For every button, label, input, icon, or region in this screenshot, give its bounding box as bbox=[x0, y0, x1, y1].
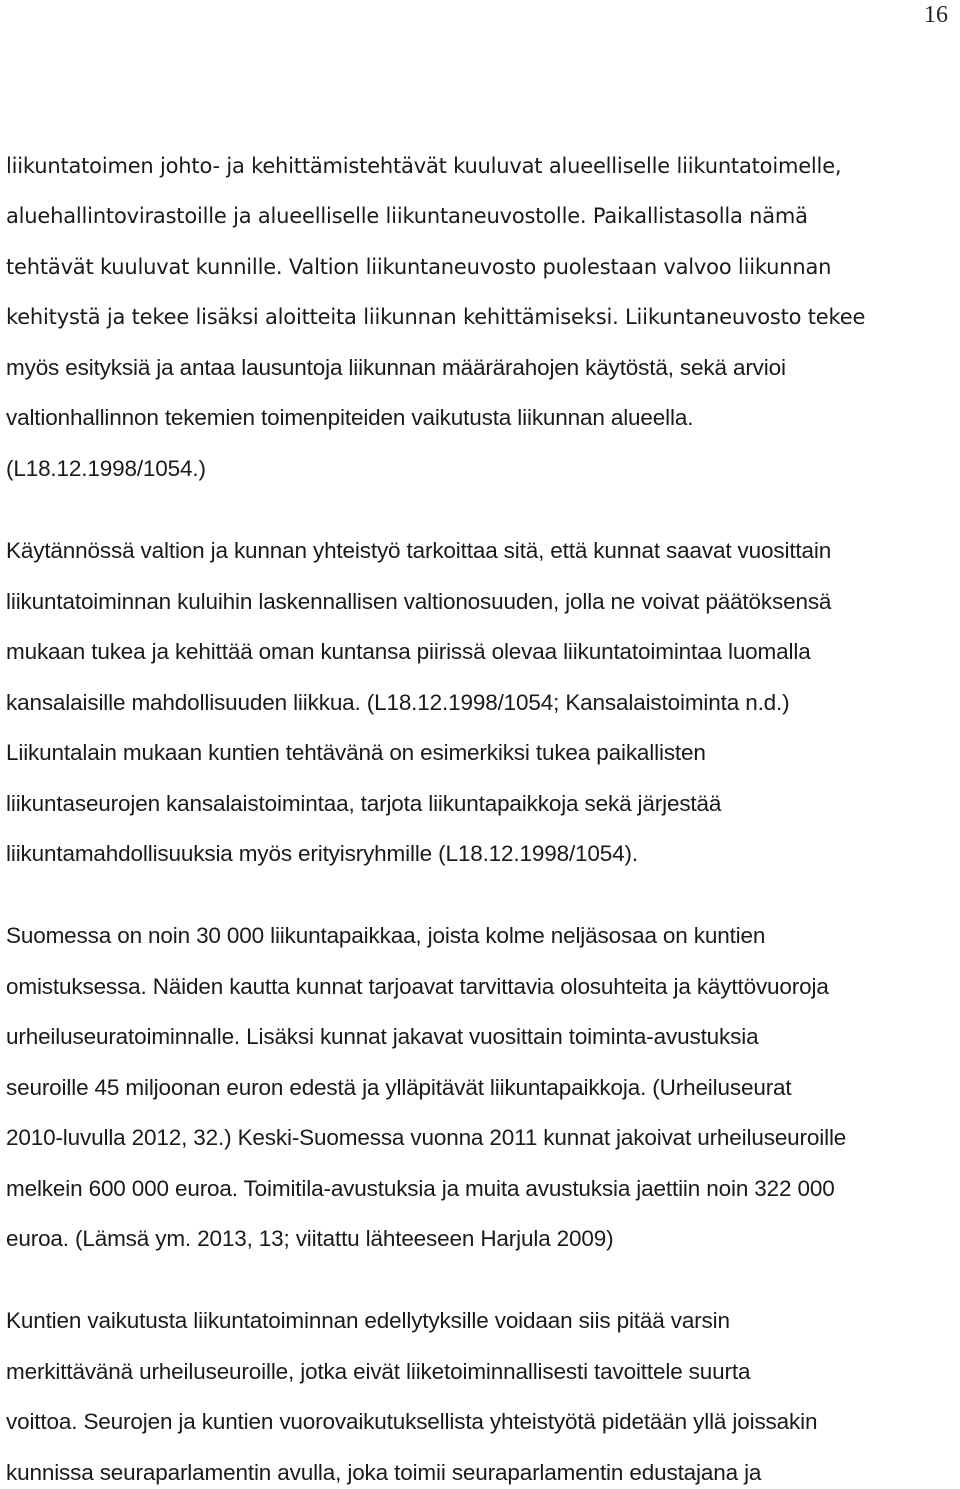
text-line: myös esityksiä ja antaa lausuntoja liikunnan määrärahojen käytöstä, sekä arvioi bbox=[6, 355, 786, 380]
text-line: seuroille 45 miljoonan euron edestä ja ylläpitävät liikuntapaikkoja. (Urheiluseurat bbox=[6, 1075, 792, 1100]
text-line: kehitystä ja tekee lisäksi aloitteita liikunnan kehittämiseksi. Liikuntaneuvosto tekee bbox=[6, 305, 866, 329]
text-line: (L18.12.1998/1054.) bbox=[6, 456, 206, 481]
text-line: aluehallintovirastoille ja alueelliselle liikuntaneuvostolle. Paikallistasolla nämä bbox=[6, 204, 808, 228]
text-line: kunnissa seuraparlamentin avulla, joka toimii seuraparlamentin edustajana ja bbox=[6, 1460, 762, 1485]
text-line: valtionhallinnon tekemien toimenpiteiden vaikutusta liikunnan alueella. bbox=[6, 405, 694, 430]
text-line: Käytännössä valtion ja kunnan yhteistyö tarkoittaa sitä, että kunnat saavat vuosittain bbox=[6, 538, 832, 563]
text-line: kansalaisille mahdollisuuden liikkua. (L18.12.1998/1054; Kansalaistoiminta n.d.) bbox=[6, 690, 790, 715]
text-line: euroa. (Lämsä ym. 2013, 13; viitattu lähteeseen Harjula 2009) bbox=[6, 1226, 614, 1251]
text-line: Liikuntalain mukaan kuntien tehtävänä on esimerkiksi tukea paikallisten bbox=[6, 740, 706, 765]
text-line: liikuntaseurojen kansalaistoimintaa, tarjota liikuntapaikkoja sekä järjestää bbox=[6, 791, 722, 816]
text-line: Suomessa on noin 30 000 liikuntapaikkaa, joista kolme neljäsosaa on kuntien bbox=[6, 923, 766, 948]
text-line: tehtävät kuuluvat kunnille. Valtion liikuntaneuvosto puolestaan valvoo liikunnan bbox=[6, 255, 832, 279]
text-line: voittoa. Seurojen ja kuntien vuorovaikutuksellista yhteistyötä pidetään yllä joissakin bbox=[6, 1409, 818, 1434]
text-line: melkein 600 000 euroa. Toimitila-avustuksia ja muita avustuksia jaettiin noin 322 000 bbox=[6, 1176, 835, 1201]
text-line: mukaan tukea ja kehittää oman kuntansa piirissä olevaa liikuntatoimintaa luomalla bbox=[6, 639, 811, 664]
text-line: liikuntatoimen johto- ja kehittämistehtävät kuuluvat alueelliselle liikuntatoimelle, bbox=[6, 154, 842, 178]
text-line: merkittävänä urheiluseuroille, jotka eivät liiketoiminnallisesti tavoittele suurta bbox=[6, 1359, 751, 1384]
page-number: 16 bbox=[924, 2, 948, 28]
text-line: urheiluseuratoiminnalle. Lisäksi kunnat jakavat vuosittain toiminta-avustuksia bbox=[6, 1024, 759, 1049]
text-line: 2010-luvulla 2012, 32.) Keski-Suomessa vuonna 2011 kunnat jakoivat urheiluseuroille bbox=[6, 1125, 847, 1150]
text-line: Kuntien vaikutusta liikuntatoiminnan edellytyksille voidaan siis pitää varsin bbox=[6, 1308, 730, 1333]
text-line: liikuntatoiminnan kuluihin laskennallisen valtionosuuden, jolla ne voivat päätöksensä bbox=[6, 589, 832, 614]
text-line: liikuntamahdollisuuksia myös erityisryhmille (L18.12.1998/1054). bbox=[6, 841, 638, 866]
text-line: omistuksessa. Näiden kautta kunnat tarjoavat tarvittavia olosuhteita ja käyttövuoroja bbox=[6, 974, 829, 999]
